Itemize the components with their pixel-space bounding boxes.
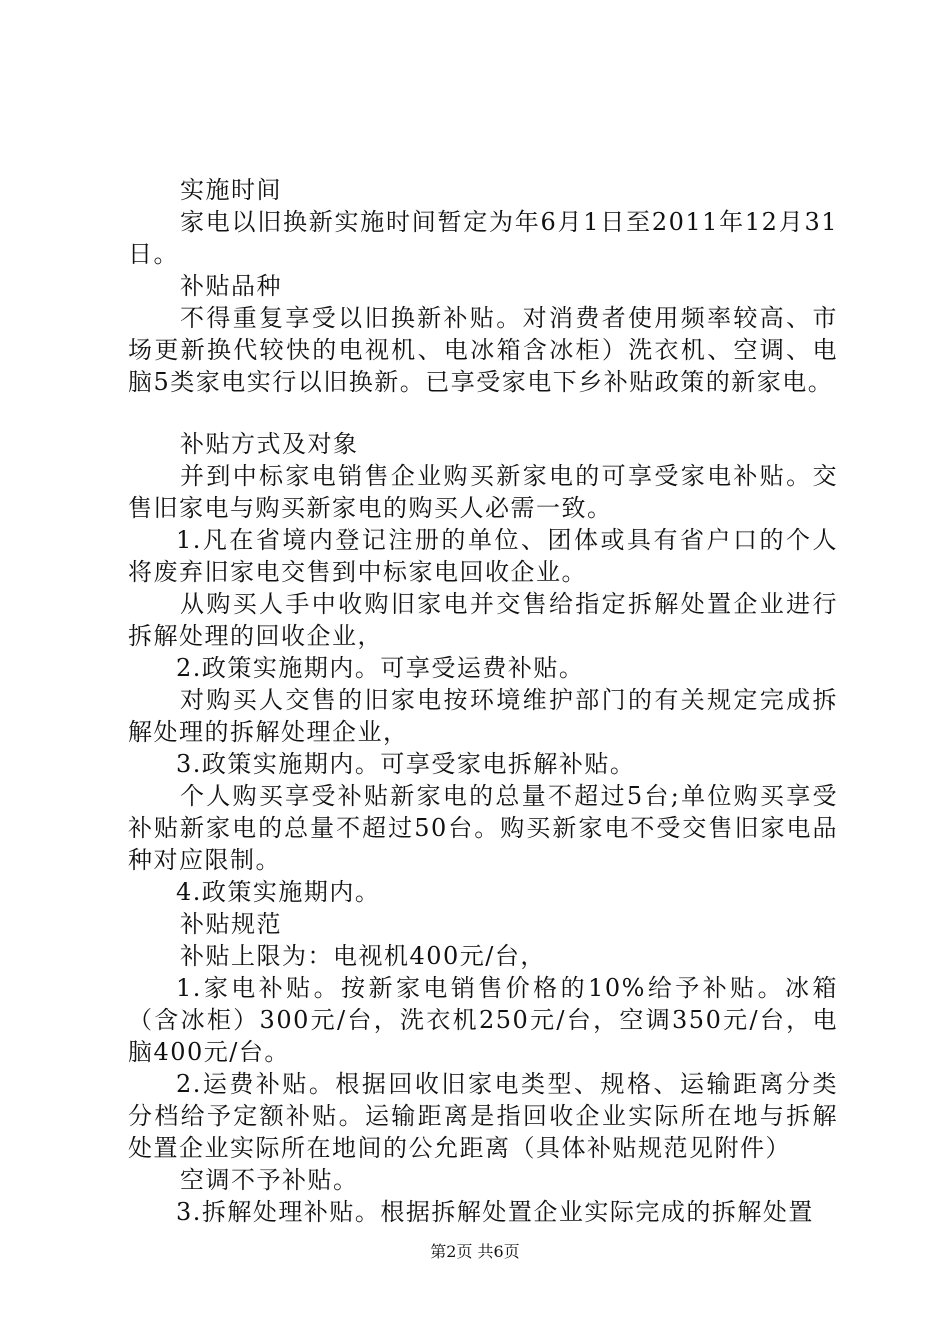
page-number-footer: 第2页 共6页 — [430, 1242, 520, 1261]
section-heading-standard: 补贴规范 — [180, 910, 282, 938]
paragraph-limits: 个人购买享受补贴新家电的总量不超过5台;单位购买享受补贴新家电的总量不超过50台。购买新家电不受交售旧家电品种对应限制。 — [128, 782, 838, 874]
paragraph-freight-subsidy: 2.运费补贴。根据回收旧家电类型、规格、运输距离分类分档给予定额补贴。运输距离是指回收企业实际所在地与拆解处置企业实际所在地间的公允距离（具体补贴规范见附件） — [128, 1070, 838, 1162]
paragraph-method: 并到中标家电销售企业购买新家电的可享受家电补贴。交售旧家电与购买新家电的购买人必需一致。 — [128, 462, 838, 522]
paragraph-time: 家电以旧换新实施时间暂定为年6月1日至2011年12月31日。 — [128, 208, 838, 268]
paragraph-item-4: 4.政策实施期内。 — [176, 878, 381, 906]
paragraph-no-ac-subsidy: 空调不予补贴。 — [180, 1166, 359, 1194]
paragraph-dismantler: 对购买人交售的旧家电按环境维护部门的有关规定完成拆解处理的拆解处理企业， — [128, 686, 838, 746]
paragraph-recycler: 从购买人手中收购旧家电并交售给指定拆解处置企业进行拆解处理的回收企业， — [128, 590, 838, 650]
paragraph-item-1: 1.凡在省境内登记注册的单位、团体或具有省户口的个人将废弃旧家电交售到中标家电回收企业。 — [128, 526, 838, 586]
document-body — [128, 174, 838, 1228]
section-heading-method: 补贴方式及对象 — [180, 430, 359, 458]
paragraph-item-2: 2.政策实施期内。可享受运费补贴。 — [176, 654, 585, 682]
paragraph-item-3: 3.政策实施期内。可享受家电拆解补贴。 — [176, 750, 636, 778]
paragraph-upper-limit: 补贴上限为：电视机400元/台， — [180, 942, 546, 970]
paragraph-varieties: 不得重复享受以旧换新补贴。对消费者使用频率较高、市场更新换代较快的电视机、电冰箱含冰柜）洗衣机、空调、电脑5类家电实行以旧换新。已享受家电下乡补贴政策的新家电。 — [128, 304, 838, 396]
paragraph-dismantling-subsidy: 3.拆解处理补贴。根据拆解处置企业实际完成的拆解处置 — [176, 1198, 814, 1226]
section-heading-time: 实施时间 — [180, 176, 282, 204]
paragraph-appliance-subsidy: 1.家电补贴。按新家电销售价格的10%给予补贴。冰箱（含冰柜）300元/台，洗衣机250元/台，空调350元/台，电脑400元/台。 — [128, 974, 838, 1066]
section-heading-varieties: 补贴品种 — [180, 272, 282, 300]
